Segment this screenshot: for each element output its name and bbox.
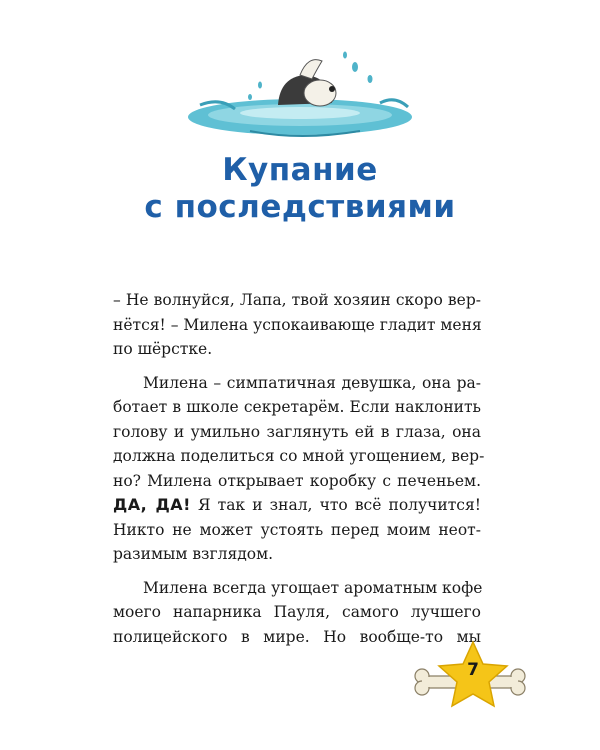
text-line: ботает в школе секретарём. Если наклонить: [113, 398, 481, 416]
chapter-title-line-1: Купание: [222, 152, 378, 188]
paragraph-1: [113, 288, 481, 362]
water-drop: [352, 62, 358, 72]
text-line: должна поделиться со мной угощением, вер-: [113, 447, 485, 465]
chapter-title: [0, 152, 600, 226]
chapter-title-line-2: с последствиями: [144, 189, 456, 225]
water-drop: [258, 82, 262, 89]
water-drop: [343, 52, 347, 59]
dog-ear: [300, 60, 322, 79]
text-line: моего напарника Пауля, самого лучшего: [113, 603, 481, 621]
body-text: [113, 288, 485, 658]
paragraph-3: [113, 576, 481, 650]
text-line: Никто не может устоять перед моим неот-: [113, 520, 481, 539]
water-ripple-inner: [240, 107, 360, 119]
after-shout-text: Я так и знал, что всё получится!: [190, 496, 481, 514]
text-line-with-shout: [113, 493, 481, 518]
dog-muzzle: [304, 80, 336, 106]
water-drop: [368, 75, 373, 83]
paragraph-2: [113, 371, 485, 567]
text-line: полицейского в мире. Но вообще-то мы: [113, 627, 481, 646]
dog-splashing-in-water-illustration: [180, 45, 420, 145]
text-line: Милена – симпатичная девушка, она ра-: [143, 373, 481, 392]
text-line: – Не волнуйся, Лапа, твой хозяин скоро вер-: [113, 291, 481, 309]
text-line: но? Милена открывает коробку с печеньем.: [113, 471, 481, 490]
page-number: 7: [467, 660, 479, 680]
text-line: Милена всегда угощает ароматным кофе: [143, 578, 483, 597]
text-line: по шёрстке.: [113, 340, 213, 358]
shout-text: ДА, ДА!: [113, 495, 191, 514]
text-line: разимым взглядом.: [113, 545, 274, 563]
dog-nose: [329, 86, 335, 92]
text-line: голову и умильно заглянуть ей в глаза, она: [113, 422, 481, 441]
text-line: нётся! – Милена успокаивающе гладит меня: [113, 315, 482, 334]
water-drop: [248, 94, 252, 100]
